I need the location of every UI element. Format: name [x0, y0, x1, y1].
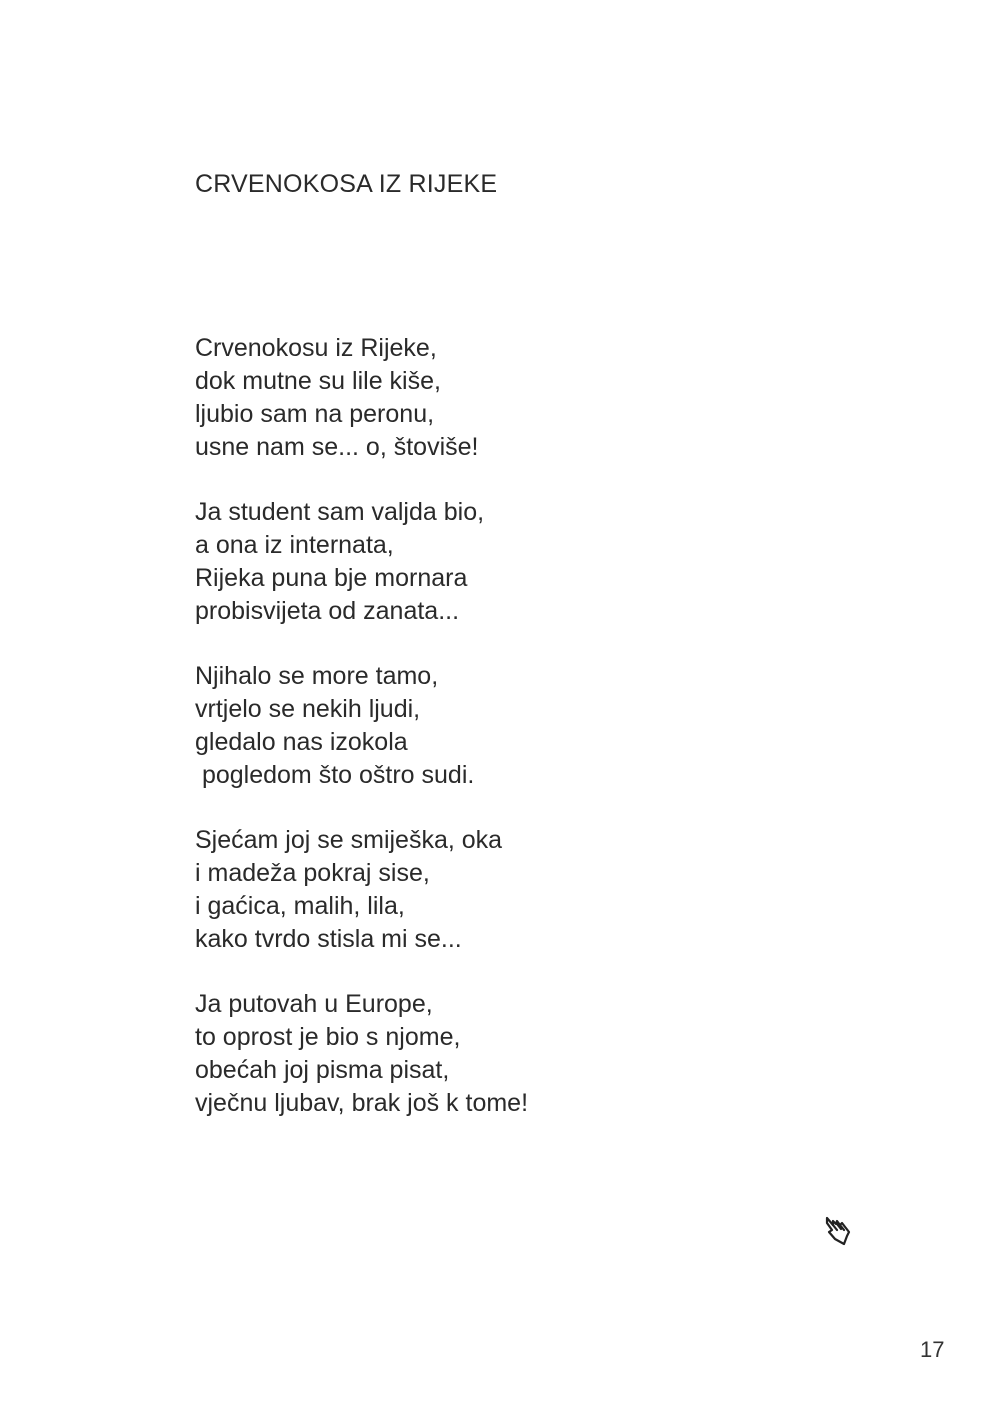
poem-line: obećah joj pisma pisat,	[195, 1056, 450, 1084]
poem-line: to oprost je bio s njome,	[195, 1023, 461, 1051]
poem-line: i gaćica, malih, lila,	[195, 892, 405, 920]
poem-line: Crvenokosu iz Rijeke,	[195, 334, 437, 362]
poem-line: Rijeka puna bje mornara	[195, 564, 468, 592]
hand-pointer-icon	[822, 1212, 856, 1248]
poem-line: vrtjelo se nekih ljudi,	[195, 695, 421, 723]
poem-line: i madeža pokraj sise,	[195, 859, 430, 887]
stanza	[195, 660, 795, 792]
poem-line: gledalo nas izokola	[195, 728, 408, 756]
poem-line: Njihalo se more tamo,	[195, 662, 439, 690]
poem-line: Sjećam joj se smiješka, oka	[195, 826, 503, 854]
stanza	[195, 824, 795, 956]
poem-title: CRVENOKOSA IZ RIJEKE	[195, 170, 498, 198]
stanza	[195, 332, 795, 464]
poem-line: Ja student sam valjda bio,	[195, 498, 485, 526]
page-number: 17	[920, 1337, 945, 1362]
poem-line: probisvijeta od zanata...	[195, 597, 460, 625]
stanza	[195, 496, 795, 628]
poem-line: vječnu ljubav, brak još k tome!	[195, 1089, 529, 1117]
poem-line: dok mutne su lile kiše,	[195, 367, 441, 395]
poem-line: Ja putovah u Europe,	[195, 990, 433, 1018]
stanza	[195, 988, 795, 1120]
poem-line: a ona iz internata,	[195, 531, 394, 559]
poem-line: usne nam se... o, štoviše!	[195, 433, 479, 461]
poem-line: ljubio sam na peronu,	[195, 400, 435, 428]
poem-line: kako tvrdo stisla mi se...	[195, 925, 462, 953]
poem-line: pogledom što oštro sudi.	[195, 761, 475, 789]
